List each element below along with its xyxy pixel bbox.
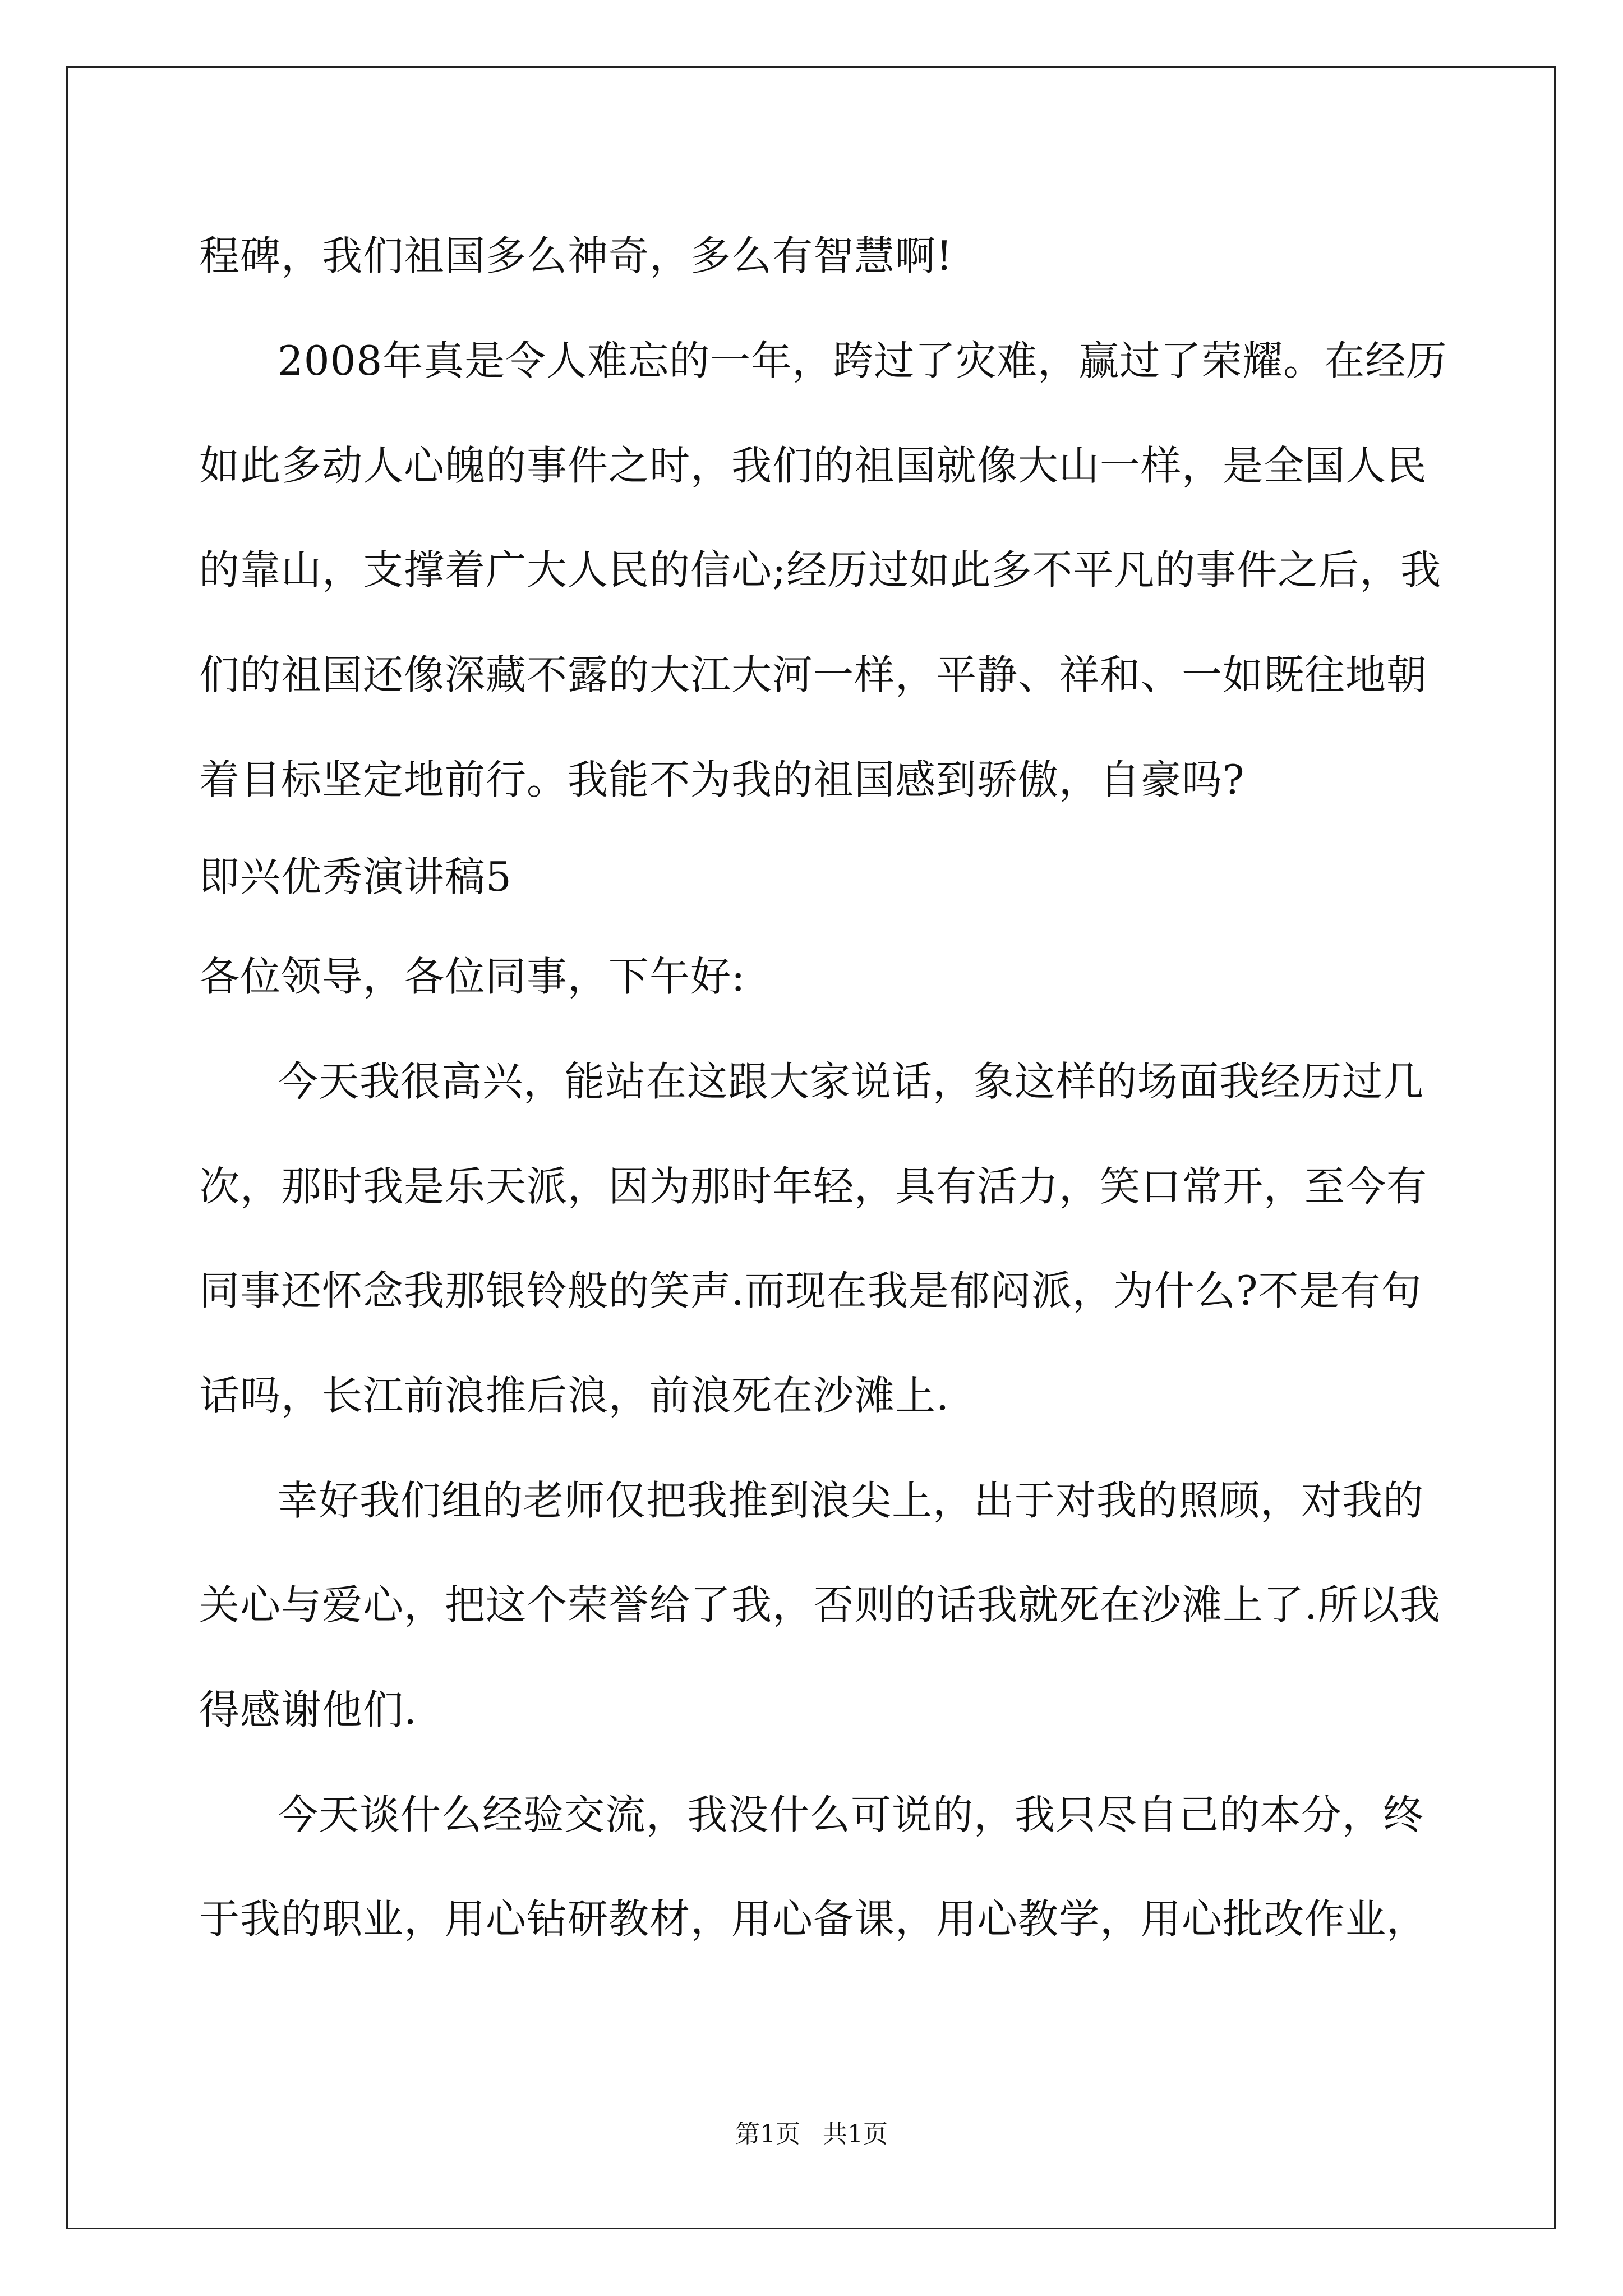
paragraph-first-line: 今天我很高兴，能站在这跟大家说话，象这样的场面我经历过几 — [278, 1058, 1424, 1105]
paragraph-first-line: 今天谈什么经验交流，我没什么可说的，我只尽自己的本分，终 — [278, 1791, 1424, 1838]
text-line: 话吗，长江前浪推后浪，前浪死在沙滩上. — [199, 1372, 949, 1419]
text-line: 着目标坚定地前行。我能不为我的祖国感到骄傲，自豪吗? — [199, 756, 1245, 803]
paragraph-first-line: 2008年真是令人难忘的一年，跨过了灾难，赢过了荣耀。在经历 — [278, 337, 1447, 384]
page-total: 共1页 — [823, 2120, 888, 2148]
page-footer — [0, 2122, 1623, 2147]
text-line: 次，那时我是乐天派，因为那时年轻，具有活力，笑口常开，至今有 — [199, 1163, 1428, 1210]
text-line: 的靠山，支撑着广大人民的信心;经历过如此多不平凡的事件之后，我 — [199, 546, 1442, 593]
paragraph-first-line: 幸好我们组的老师仅把我推到浪尖上，出于对我的照顾，对我的 — [278, 1477, 1424, 1524]
text-line: 们的祖国还像深藏不露的大江大河一样，平静、祥和、一如既往地朝 — [199, 651, 1428, 698]
text-line: 程碑，我们祖国多么神奇，多么有智慧啊! — [199, 232, 953, 279]
text-line: 同事还怀念我那银铃般的笑声.而现在我是郁闷派，为什么?不是有句 — [199, 1267, 1422, 1314]
text-line: 关心与爱心，把这个荣誉给了我，否则的话我就死在沙滩上了.所以我 — [199, 1581, 1441, 1628]
text-line: 得感谢他们. — [199, 1686, 417, 1733]
section-heading: 即兴优秀演讲稿5 — [199, 853, 512, 900]
text-line: 于我的职业，用心钻研教材，用心备课，用心教学，用心批改作业， — [199, 1895, 1428, 1943]
page-number: 第1页 — [735, 2120, 800, 2148]
salutation: 各位领导，各位同事，下午好: — [199, 953, 746, 1000]
text-line: 如此多动人心魄的事件之时，我们的祖国就像大山一样，是全国人民 — [199, 442, 1428, 489]
